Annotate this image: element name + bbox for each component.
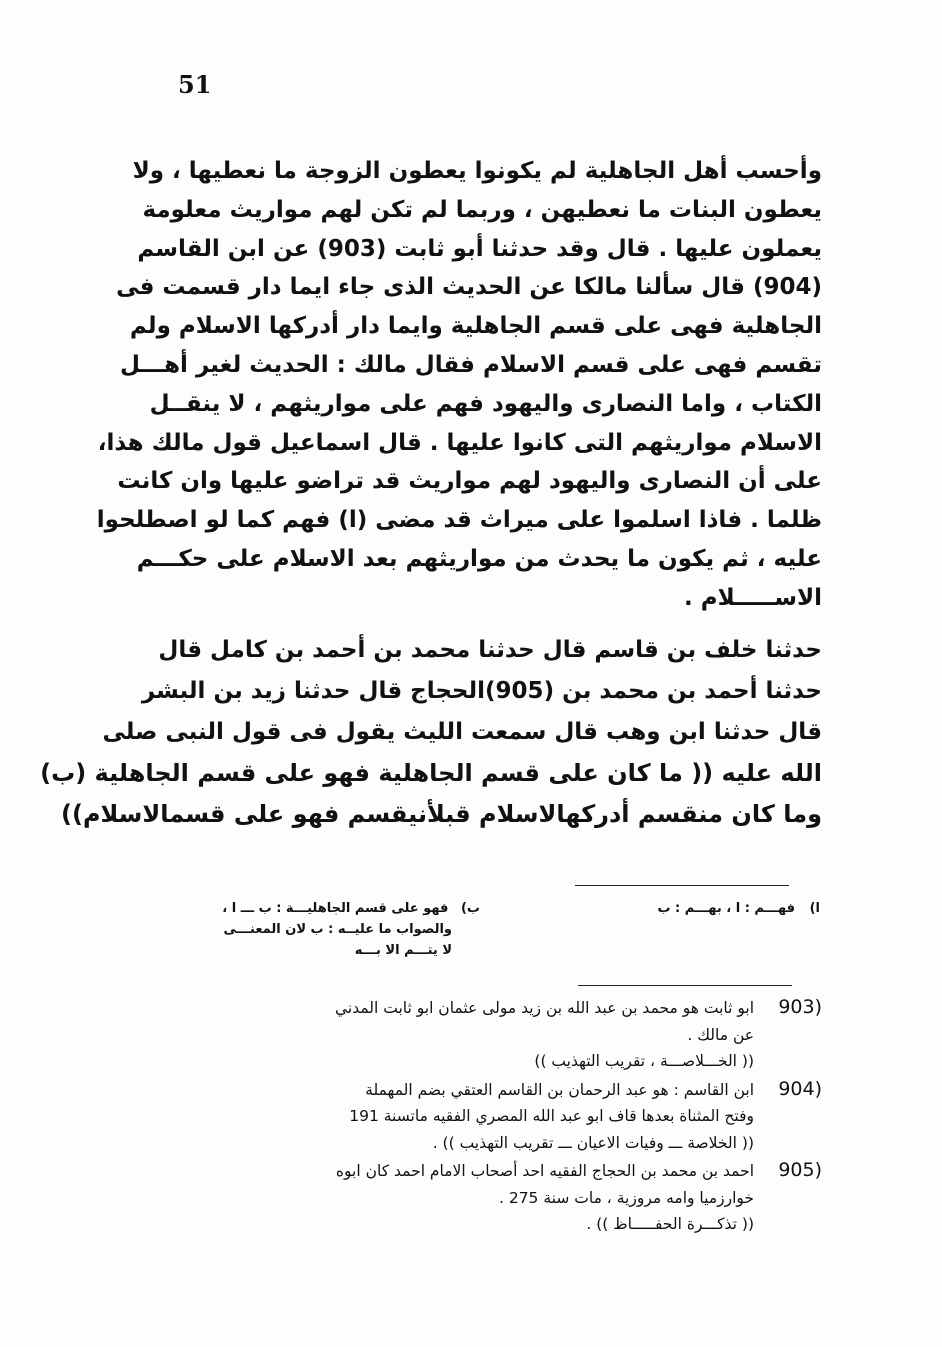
text-line: يعملون عليها . قال وقد حدثنا أبو ثابت (903) عن ابن القاسم — [137, 235, 822, 262]
variant-text: والصواب ما عليــه : ب لان المعنـــى — [223, 922, 452, 937]
footnote-number: 903) — [778, 996, 822, 1018]
text-line: عليه ، ثم يكون ما يحدث من مواريثهم بعد الاسلام على حكـــم — [136, 545, 822, 572]
footnotes — [150, 995, 822, 1240]
main-text — [40, 152, 822, 835]
variant-note-b — [148, 898, 480, 961]
variant-text: فهو على قسم الجاهليـــة : ب ـــ ا ، — [222, 901, 449, 916]
footnote-line: (( الخلاصة ـــ وفيات الاعيان ـــ تقريب التهذيب )) . — [432, 1133, 754, 1152]
text-line: وأحسب أهل الجاهلية لم يكونوا يعطون الزوجة ما نعطيها ، ولا — [132, 158, 822, 184]
text-line: ظلما . فاذا اسلموا على ميراث قد مضى (ا) فهم كما لو اصطلحوا — [96, 507, 822, 534]
text-line: على أن النصارى واليهود لهم مواريث قد تراضو عليها وان كانت — [117, 468, 822, 495]
variant-text: لا يتـــم الا بـــه — [354, 943, 452, 958]
text-line: الجاهلية فهى على قسم الجاهلية وايما دار أدركها الاسلام ولم — [129, 313, 822, 340]
text-line: (904) قال سألنا مالكا عن الحديث الذى جاء ايما دار قسمت فى — [116, 274, 822, 301]
text-line: الكتاب ، واما النصارى واليهود فهم على مواريثهم ، لا ينقــل — [149, 390, 822, 417]
hadith-line: الله عليه (( ما كان على قسم الجاهلية فهو على قسم الجاهلية (ب) — [40, 758, 822, 787]
hadith-line: وما كان منقسم أدركهالاسلام قبلأنيقسم فهو على قسمالاسلام)) — [61, 799, 822, 828]
footnote-line: وفتح المثناة بعدها قاف ابو عبد الله المصري الفقيه ماتسنة 191 — [349, 1107, 754, 1125]
footnote-divider — [575, 885, 789, 886]
variant-note-a — [598, 898, 820, 919]
footnote-line: ابن القاسم : هو عبد الرحمان بن القاسم العتقي بضم المهملة — [365, 1080, 754, 1099]
text-line: يعطون البنات ما نعطيهن ، وربما لم تكن لهم مواريث معلومة — [142, 196, 822, 223]
variant-text: فهـــم : ا ، بهـــم : ب — [657, 901, 796, 916]
footnote-line: احمد بن محمد بن الحجاج الفقيه احد أصحاب الامام احمد كان ابوه — [335, 1162, 754, 1180]
text-line: قال حدثنا ابن وهب قال سمعت الليث يقول فى قول النبى صلى — [102, 718, 822, 745]
text-line: الاسلام مواريثهم التى كانوا عليها . قال اسماعيل قول مالك هذا، — [97, 429, 822, 456]
footnote-line: عن مالك . — [687, 1025, 754, 1044]
footnote-line: (( تذكـــرة الحفـــــاظ )) . — [586, 1215, 754, 1233]
text-line: حدثنا خلف بن قاسم قال حدثنا محمد بن أحمد بن كامل قال — [158, 636, 822, 663]
footnote-divider — [578, 985, 792, 986]
variant-marker: ا) — [809, 901, 820, 916]
footnote — [150, 995, 822, 1075]
footnote-line: ابو ثابت هو محمد بن عبد الله بن زيد مولى عثمان ابو ثابت المدني — [334, 999, 754, 1017]
footnote — [150, 1158, 822, 1238]
page-number: 51 — [178, 70, 212, 99]
variant-marker: ب) — [460, 901, 480, 916]
text-line: حدثنا أحمد بن محمد بن (905)الحجاج قال حدثنا زيد بن البشر — [141, 677, 822, 704]
paragraph-2 — [40, 630, 822, 835]
footnote-number: 905) — [778, 1159, 822, 1181]
footnote-line: خوارزميا وامه مروزية ، مات سنة 275 . — [498, 1188, 754, 1207]
footnote — [150, 1077, 822, 1157]
footnote-line: (( الخـــلاصـــة ، تقريب التهذيب )) — [534, 1052, 754, 1070]
footnote-number: 904) — [778, 1077, 822, 1100]
paragraph-1 — [96, 152, 822, 618]
text-line: الاســـــلام . — [684, 584, 822, 611]
text-line: تقسم فهى على قسم الاسلام فقال مالك : الحديث لغير أهـــل — [120, 351, 822, 378]
